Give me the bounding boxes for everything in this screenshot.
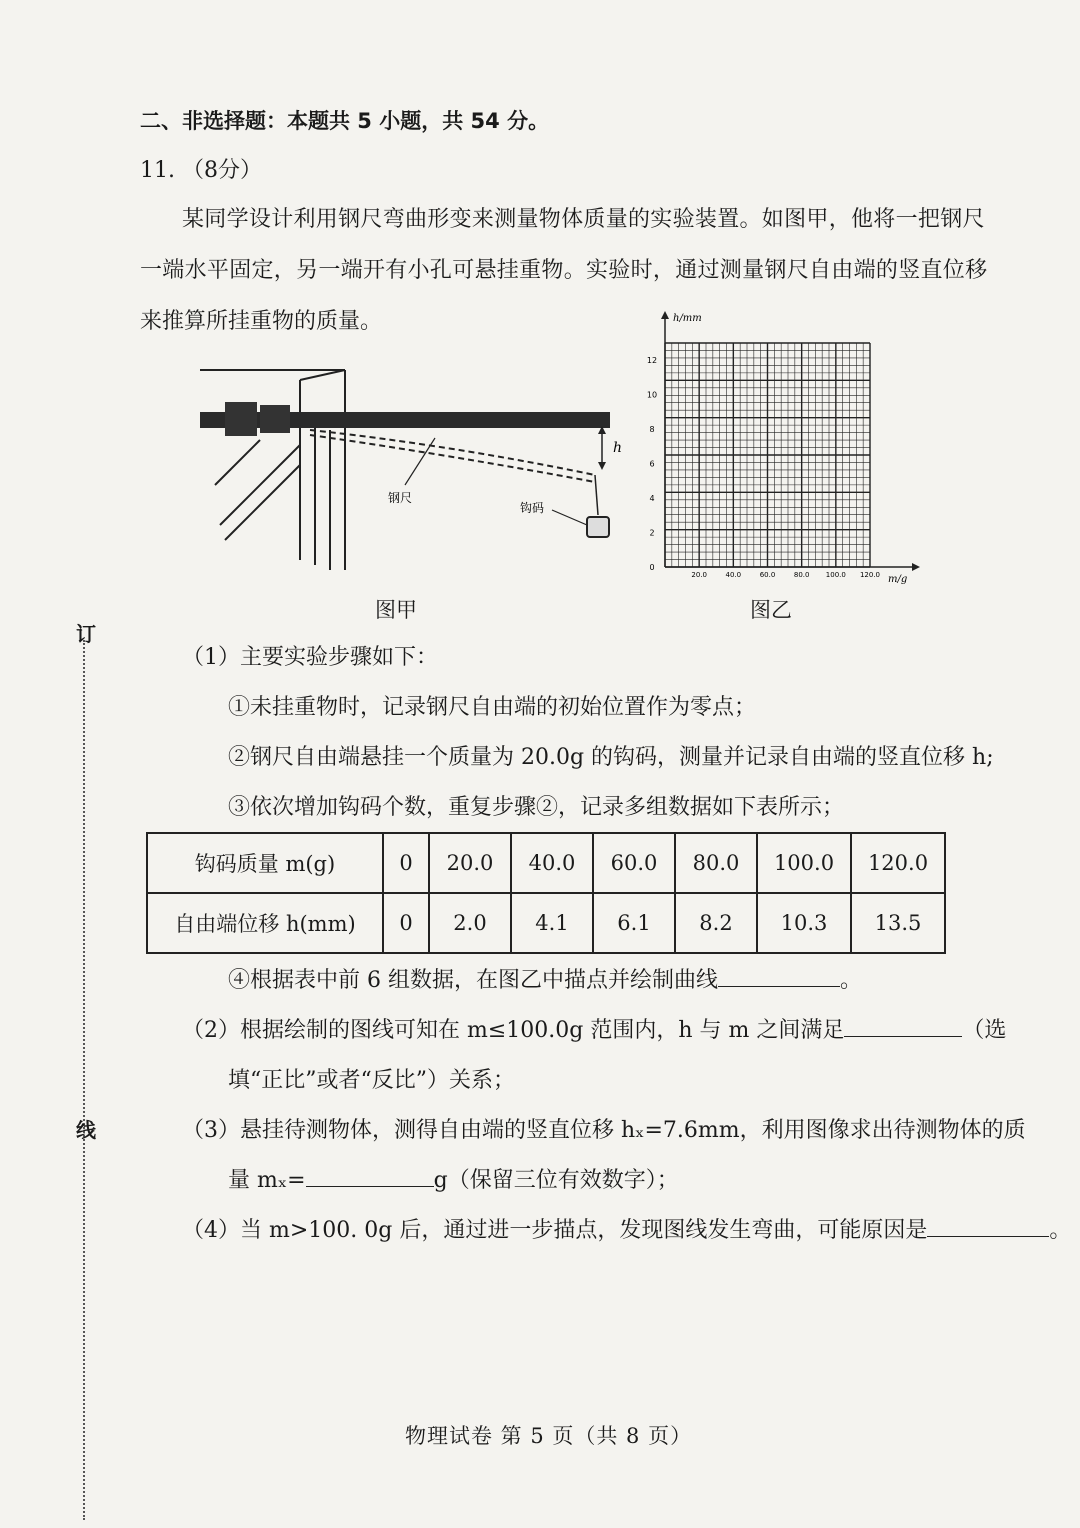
step-4-end: 。 bbox=[840, 968, 863, 993]
figure-b-caption: 图乙 bbox=[750, 598, 792, 622]
part4-text: （4）当 m>100. 0g 后，通过进一步描点，发现图线发生弯曲，可能原因是 bbox=[182, 1218, 928, 1243]
step-2: ②钢尺自由端悬挂一个质量为 20.0g 的钩码，测量并记录自由端的竖直位移 h; bbox=[228, 745, 994, 770]
y-axis-label: h/mm bbox=[673, 313, 702, 324]
table-row-displacement bbox=[147, 893, 945, 953]
table-header-displacement: 自由端位移 h(mm) bbox=[147, 893, 383, 953]
part3-line2-end: g（保留三位有效数字）； bbox=[433, 1168, 679, 1193]
table-cell: 80.0 bbox=[675, 833, 757, 893]
step-1: ①未挂重物时，记录钢尺自由端的初始位置作为零点； bbox=[228, 695, 757, 720]
label-weight: 钩码 bbox=[520, 501, 545, 515]
table-cell: 8.2 bbox=[675, 893, 757, 953]
question-number: 11. （8分） bbox=[140, 158, 262, 183]
intro-line-3: 来推算所挂重物的质量。 bbox=[140, 309, 383, 334]
table-cell: 10.3 bbox=[757, 893, 851, 953]
binding-mark-xian: 线 bbox=[76, 1118, 96, 1142]
table-cell: 40.0 bbox=[511, 833, 593, 893]
x-tick-label: 100.0 bbox=[825, 571, 846, 579]
table-cell: 4.1 bbox=[511, 893, 593, 953]
table-row-mass bbox=[147, 833, 945, 893]
answer-blank-part3[interactable] bbox=[306, 1166, 434, 1187]
answer-blank-part4[interactable] bbox=[927, 1216, 1049, 1237]
part2-line1-end: （选 bbox=[962, 1018, 1007, 1043]
step-4 bbox=[228, 966, 862, 996]
table-cell: 20.0 bbox=[429, 833, 511, 893]
label-ruler: 钢尺 bbox=[388, 491, 413, 505]
part1-title: （1）主要实验步骤如下： bbox=[182, 645, 438, 670]
x-tick-label: 120.0 bbox=[859, 571, 881, 579]
y-tick-label: 12 bbox=[646, 356, 658, 366]
part2-line-2: 填“正比”或者“反比”）关系； bbox=[228, 1068, 515, 1093]
part3-line-1: （3）悬挂待测物体，测得自由端的竖直位移 hₓ=7.6mm，利用图像求出待测物体的质 bbox=[182, 1118, 1026, 1143]
part2-line-1 bbox=[182, 1016, 1006, 1046]
part3-line2-start: 量 mₓ= bbox=[228, 1168, 306, 1193]
figure-a-caption: 图甲 bbox=[375, 598, 417, 622]
table-cell: 100.0 bbox=[757, 833, 851, 893]
part3-line-2 bbox=[228, 1166, 679, 1196]
x-tick-label: 40.0 bbox=[725, 571, 742, 579]
y-tick-label: 10 bbox=[646, 390, 658, 400]
answer-blank-step4[interactable] bbox=[718, 966, 840, 987]
figure-b-grid-chart bbox=[640, 305, 930, 590]
table-cell: 13.5 bbox=[851, 893, 945, 953]
binding-line bbox=[83, 640, 85, 1520]
step-3: ③依次增加钩码个数，重复步骤②，记录多组数据如下表所示； bbox=[228, 795, 845, 820]
part2-text: （2）根据绘制的图线可知在 m≤100.0g 范围内，h 与 m 之间满足 bbox=[182, 1018, 845, 1043]
label-h: h bbox=[613, 440, 623, 456]
section-heading: 二、非选择题：本题共 5 小题，共 54 分。 bbox=[140, 109, 550, 133]
table-cell: 0 bbox=[383, 833, 429, 893]
y-tick-label: 6 bbox=[649, 459, 655, 469]
y-tick-label: 0 bbox=[649, 563, 655, 572]
table-cell: 120.0 bbox=[851, 833, 945, 893]
table-header-mass: 钩码质量 m(g) bbox=[147, 833, 383, 893]
table-cell: 0 bbox=[383, 893, 429, 953]
y-tick-label: 2 bbox=[649, 528, 655, 538]
x-axis-label: m/g bbox=[888, 574, 908, 585]
x-tick-label: 80.0 bbox=[793, 571, 810, 579]
x-tick-label: 20.0 bbox=[691, 571, 707, 579]
step-4-text: ④根据表中前 6 组数据，在图乙中描点并绘制曲线 bbox=[228, 968, 718, 993]
table-cell: 6.1 bbox=[593, 893, 675, 953]
answer-blank-part2[interactable] bbox=[844, 1016, 962, 1037]
page-footer: 物理试卷 第 5 页（共 8 页） bbox=[405, 1424, 693, 1448]
part4 bbox=[182, 1216, 1071, 1246]
data-table bbox=[146, 832, 946, 954]
part4-end: 。 bbox=[1049, 1218, 1072, 1243]
x-tick-label: 60.0 bbox=[759, 571, 776, 579]
y-tick-label: 4 bbox=[649, 494, 655, 504]
binding-mark-ding: 订 bbox=[76, 622, 96, 646]
table-cell: 2.0 bbox=[429, 893, 511, 953]
y-tick-label: 8 bbox=[649, 425, 655, 435]
intro-line-1: 某同学设计利用钢尺弯曲形变来测量物体质量的实验装置。如图甲，他将一把钢尺 bbox=[182, 207, 985, 232]
figure-a-apparatus bbox=[190, 360, 630, 580]
table-cell: 60.0 bbox=[593, 833, 675, 893]
intro-line-2: 一端水平固定，另一端开有小孔可悬挂重物。实验时，通过测量钢尺自由端的竖直位移 bbox=[140, 258, 988, 283]
